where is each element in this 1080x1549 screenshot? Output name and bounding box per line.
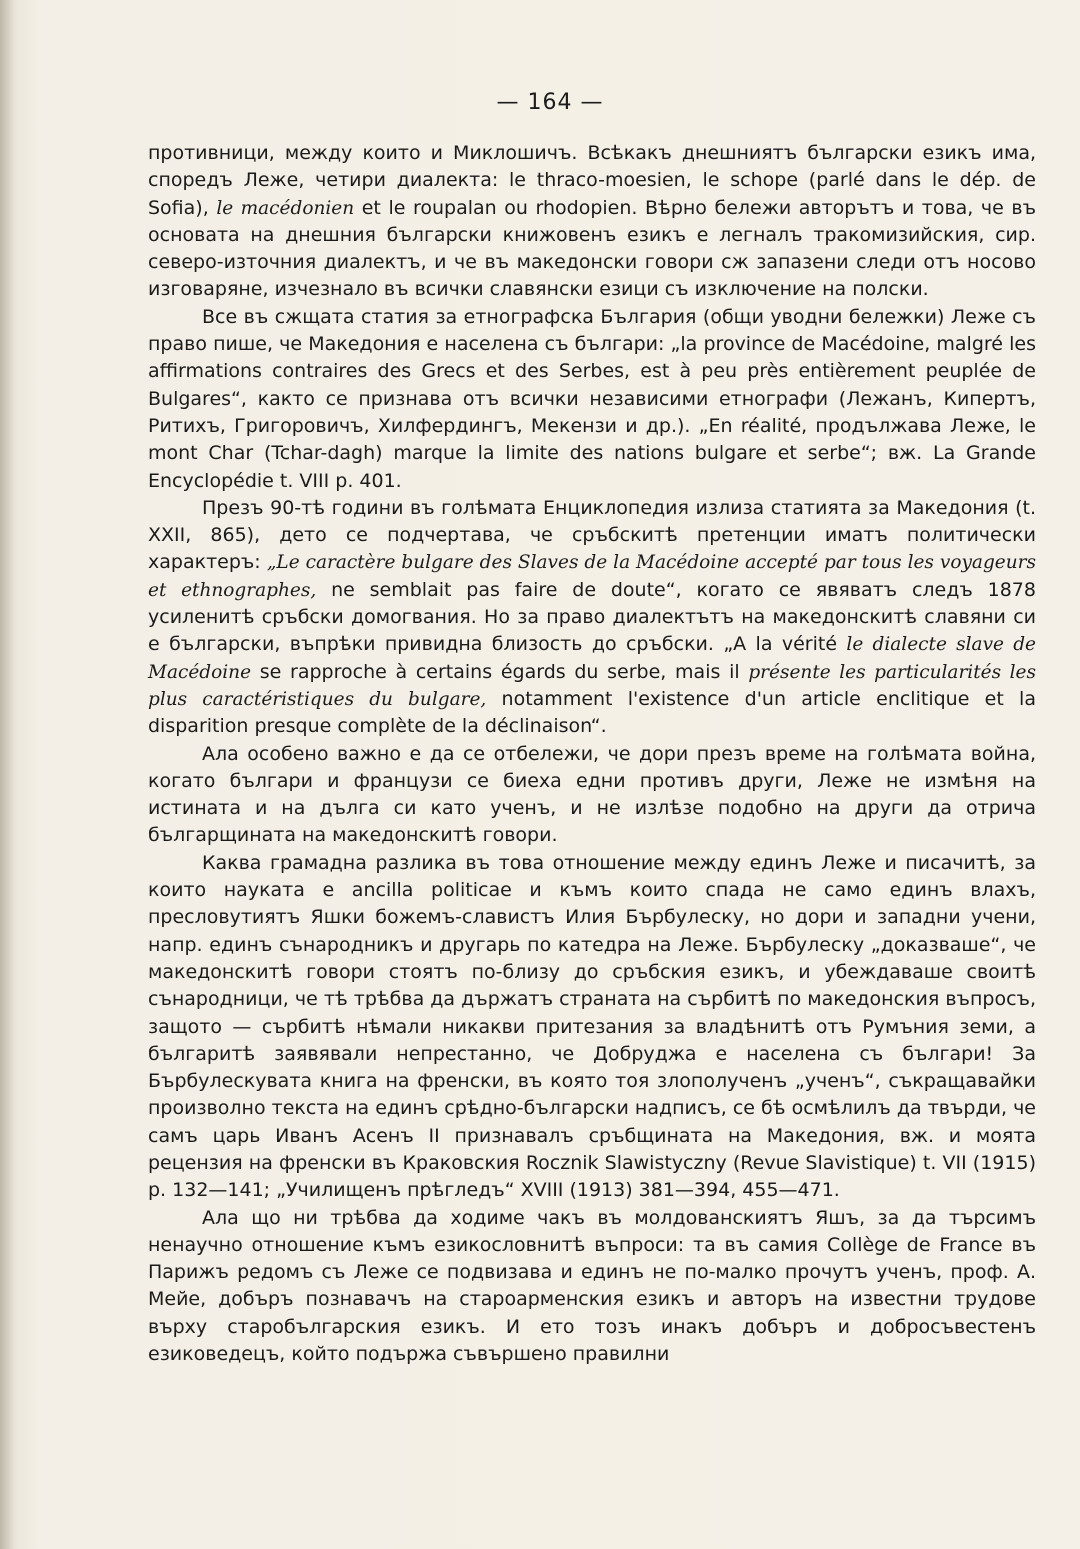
italic-run: présente les particularités les plus caractéristiques du bulgare,: [148, 661, 1036, 710]
text-run: Каква грамадна разлика въ това отношение между единъ Леже и писачитѣ, за които науката е ancilla politicae и къмъ които спада не само единъ влахъ, пресловутиятъ Яшки божемъ-славистъ Илия Бърбулеску, но дори и западни учени, напр. единъ сънародникъ и другарь по катедра на Леже. Бърбулеску „доказваше“, че македонскитѣ говори стоятъ по-близу до сръбския езикъ, и убеждаваше своитѣ сънародници, че тѣ трѣбва да държатъ страната на сърбитѣ по македонския въпросъ, защото — сърбитѣ нѣмали никакви притезания за владѣнитѣ отъ Румъния земи, а българитѣ заявявали непрестанно, че Добруджа е населена съ българи! За Бърбулескувата книга на френски, въ която тоя злополученъ „ученъ“, съкращавайки произволно текста на единъ срѣдно-български надписъ, се бѣ осмѣлилъ да твърди, че самъ царь Иванъ Асенъ II признавалъ сръбщината на Македония, вж. и моята рецензия на френски въ Краковския Rocznik Slawistyczny (Revue Slavistique) t. VII (1915) p. 132—141; „Училищенъ прѣгледъ“ XVIII (1913) 381—394, 455—471.: [148, 851, 1036, 1202]
text-run: Ала що ни трѣбва да ходиме чакъ въ молдованскиятъ Яшъ, за да търсимъ ненаучно отношение къмъ езикословнитѣ въпроси: та въ самия Collège de France въ Парижъ редомъ съ Леже се подвизава и единъ не по-малко прочутъ ученъ, проф. А. Мейе, добъръ познавачъ на староарменския езикъ и авторъ на известни трудове върху старобългарския езикъ. И ето тозъ инакъ добъръ и добросъвестенъ езиковедецъ, който подържа съвършено правилни: [148, 1206, 1036, 1366]
page-binding-edge: [0, 0, 14, 1549]
text-run: Все въ сжщата статия за етнографска България (общи уводни бележки) Леже съ право пише, че Македония е населена съ българи: „la province de Macédoine, malgré les affirmations contraires des Grecs et des Serbes, est à peu près entièrement peuplée de Bulgares“, както се признава отъ всички независими етнографи (Лежанъ, Кипертъ, Ритихъ, Григоровичъ, Хилфердингъ, Мекензи и др.). „En réalité, продължава Леже, le mont Char (Tchar-dagh) marque la limite des nations bulgare et serbe“; вж. La Grande Encyclopédie t. VIII p. 401.: [148, 305, 1036, 492]
text-run: Презъ 90-тѣ години въ голѣмата Енциклопедия излиза статията за Македония (t. XXII, 865), дето се подчертава, че сръбскитѣ претенции иматъ политически характеръ:: [148, 496, 1036, 574]
paragraph: [148, 495, 1036, 741]
body-text: [148, 140, 1036, 1368]
italic-run: „Le caractère bulgare des Slaves de la Macédoine accepté par tous les voyageurs et ethnographes,: [148, 552, 1037, 601]
paragraph: [148, 1205, 1036, 1369]
italic-run: le dialecte slave de Macédoine: [148, 634, 1036, 683]
page-number: — 164 —: [496, 90, 604, 115]
text-run: противници, между които и Миклошичъ. Всѣкакъ днешниятъ български езикъ има, споредъ Леже, четири диалекта: le thraco-moesien, le schope (parlé dans le dép. de Sofia),: [148, 142, 1036, 219]
text-run: et le roupalan ou rhodopien. Вѣрно бележи авторътъ и това, че въ основата на днешния български книжовенъ езикъ е легналъ тракомизийския, сир. северо-източния диалектъ, и че въ македонски говори сж запазени следи отъ носово изговаряне, изчезнало въ всички славянски езици съ изключение на полски.: [148, 196, 1037, 301]
text-run: ne semblait pas faire de doute“, когато се явяватъ следъ 1878 усиленитѣ сръбски домогвания. Но за право диалектътъ на македонскитѣ славяни си е български, въпрѣки привидна близость до сръбски. „A la vérité: [148, 578, 1036, 656]
paragraph: [148, 304, 1036, 495]
italic-run: le macédonien: [216, 197, 355, 219]
paragraph: [148, 140, 1036, 304]
paragraph: [148, 850, 1036, 1205]
text-run: Ала особено важно е да се отбележи, че дори презъ време на голѣмата война, когато българи и французи се биеха едни противъ други, Леже не измѣня на истината и на дълга си като ученъ, и не излѣзе подобно на други да отрича българщината на македонскитѣ говори.: [148, 742, 1036, 847]
paragraph: [148, 741, 1036, 850]
text-run: notamment l'existence d'un article enclitique et la disparition presque complète de la déclinaison“.: [148, 687, 1036, 738]
text-run: se rapproche à certains égards du serbe, mais il: [251, 660, 749, 683]
